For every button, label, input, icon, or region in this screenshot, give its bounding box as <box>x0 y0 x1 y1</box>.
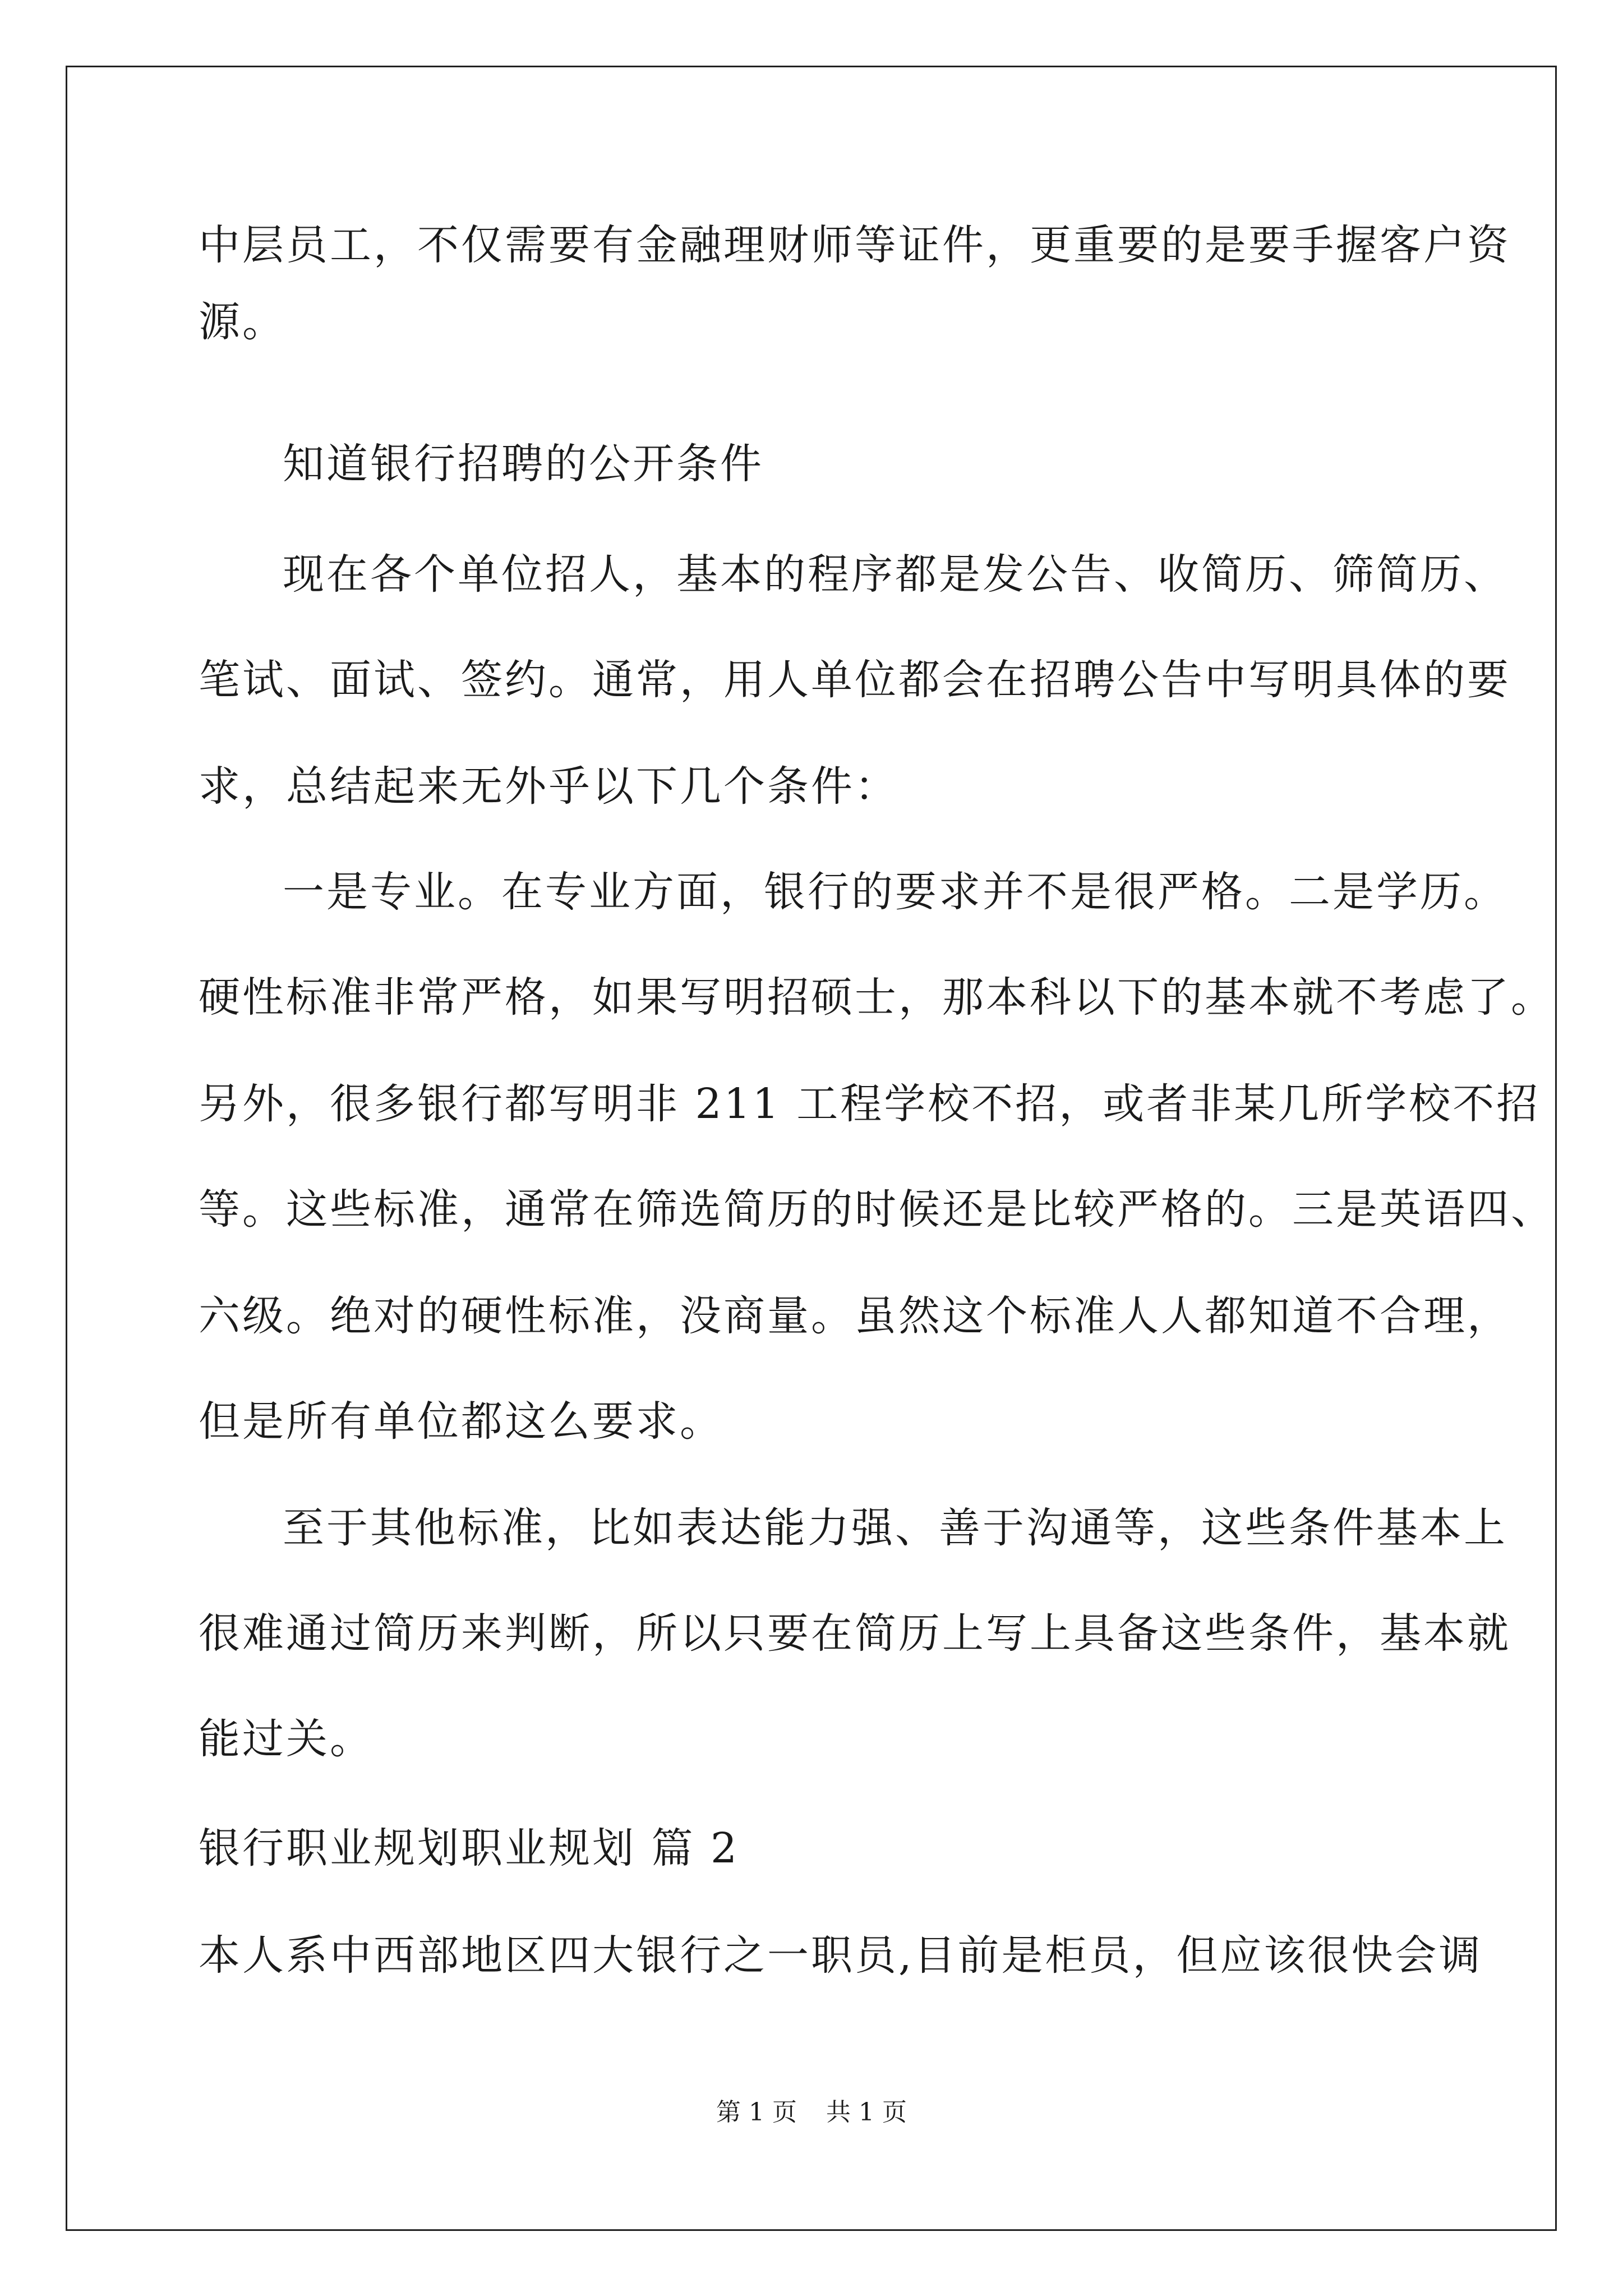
body-text-line: 一是专业。在专业方面，银行的要求并不是很严格。二是学历。 <box>283 868 1507 916</box>
body-text-line: 中层员工，不仅需要有金融理财师等证件，更重要的是要手握客户资 <box>199 221 1511 269</box>
body-text-line: 很难通过简历来判断，所以只要在简历上写上具备这些条件，基本就 <box>199 1609 1511 1658</box>
page-number-current: 第 1 页 <box>716 2098 797 2127</box>
body-text-line: 能过关。 <box>199 1715 374 1763</box>
page-number-total: 共 1 页 <box>826 2098 907 2127</box>
body-text-line: 另外，很多银行都写明非 211 工程学校不招，或者非某几所学校不招 <box>199 1080 1541 1128</box>
body-text-line: 本人系中西部地区四大银行之一职员,目前是柜员，但应该很快会调 <box>199 1931 1483 1980</box>
page-border <box>66 66 1557 2231</box>
body-text-line: 笔试、面试、签约。通常，用人单位都会在招聘公告中写明具体的要 <box>199 656 1511 704</box>
body-text-line: 硬性标准非常严格，如果写明招硕士，那本科以下的基本就不考虑了。 <box>199 973 1555 1022</box>
body-text-line: 六级。绝对的硬性标准，没商量。虽然这个标准人人都知道不合理， <box>199 1292 1511 1340</box>
body-text-line: 至于其他标准，比如表达能力强、善于沟通等，这些条件基本上 <box>283 1504 1507 1552</box>
section-heading: 银行职业规划职业规划 篇 2 <box>199 1824 740 1872</box>
page-footer <box>0 2100 1623 2125</box>
section-heading: 知道银行招聘的公开条件 <box>283 440 764 488</box>
body-text-line: 等。这些标准，通常在筛选简历的时候还是比较严格的。三是英语四、 <box>199 1185 1555 1234</box>
body-text-line: 求，总结起来无外乎以下几个条件： <box>199 762 898 811</box>
body-text-line: 现在各个单位招人，基本的程序都是发公告、收简历、筛简历、 <box>283 550 1507 599</box>
body-text-line: 但是所有单位都这么要求。 <box>199 1397 723 1446</box>
body-text-line: 源。 <box>199 298 286 346</box>
